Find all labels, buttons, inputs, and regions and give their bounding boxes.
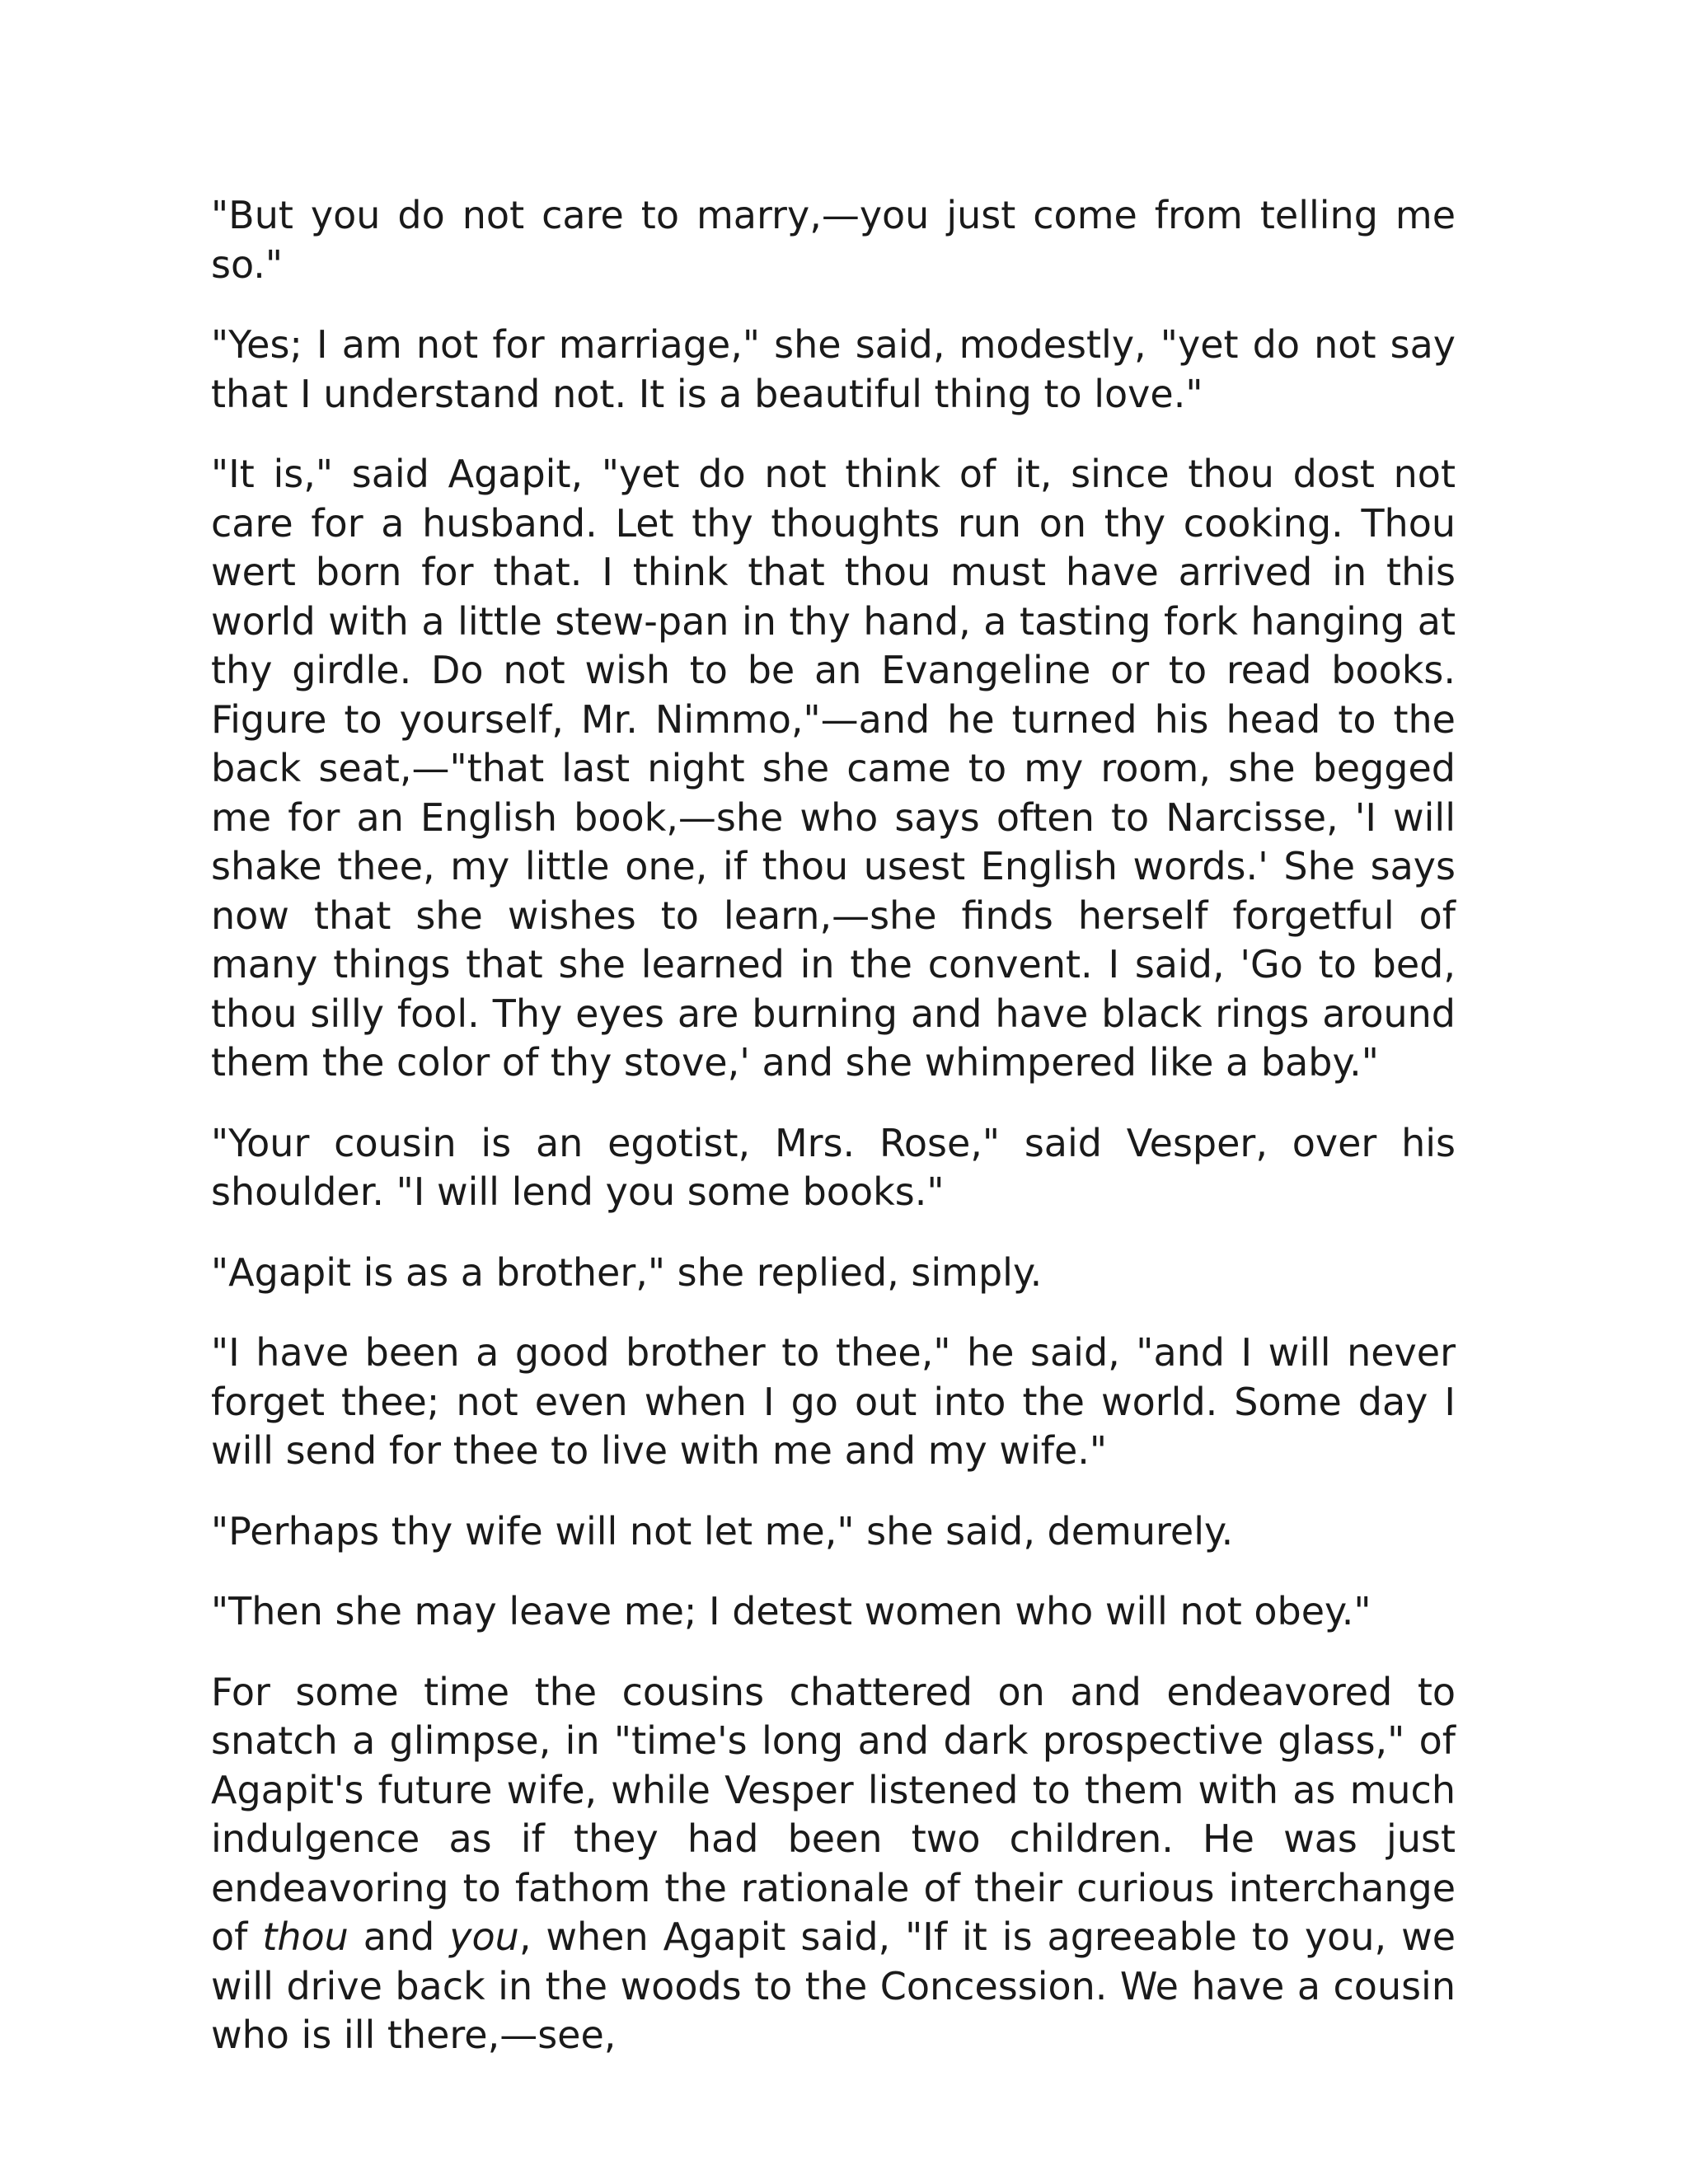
paragraph: "Then she may leave me; I detest women who will not obey." — [211, 1589, 1372, 1633]
text-run: For some time the cousins chattered on and endeavored to snatch a glimpse, in "time's long and dark prospective glass," of Agapit's future wife, while Vesper listened to them with as much indulgence as if they had been two children. He was just endeavoring to fathom the rationale of their curious interchange of — [211, 1669, 1456, 1959]
paragraph: "But you do not care to marry,—you just come from telling me so." — [211, 193, 1456, 287]
text-run: and — [348, 1915, 450, 1959]
document-page — [211, 191, 1456, 2060]
paragraph: "Perhaps thy wife will not let me," she said, demurely. — [211, 1508, 1234, 1554]
italic-word-you: you — [449, 1915, 519, 1959]
paragraph: "Your cousin is an egotist, Mrs. Rose," said Vesper, over his shoulder. "I will lend you some books." — [211, 1120, 1456, 1214]
paragraph: "It is," said Agapit, "yet do not think of it, since thou dost not care for a husband. Let thy thoughts run on thy cooking. Thou wert born for that. I think that thou must have arrived in this world with a little stew-pan in thy hand, a tasting fork hanging at thy girdle. Do not wish to be an Evangeline or to read books. Figure to yourself, Mr. Nimmo,"—and he turned his head to the back seat,—"that last night she came to my room, she begged me for an English book,—she who says often to Narcisse, 'I will shake thee, my little one, if thou usest English words.' She says now that she wishes to learn,—she finds herself forgetful of many things that she learned in the convent. I said, 'Go to bed, thou silly fool. Thy eyes are burning and have black rings around them the color of thy stove,' and she whimpered like a baby." — [211, 452, 1456, 1085]
italic-word-thou: thou — [262, 1915, 349, 1959]
paragraph: "I have been a good brother to thee," he said, "and I will never forget thee; not even when I go out into the world. Some day I will send for thee to live with me and my wife." — [211, 1330, 1456, 1473]
paragraph: "Yes; I am not for marriage," she said, modestly, "yet do not say that I understand not. It is a beautiful thing to love." — [211, 322, 1456, 416]
paragraph-last — [211, 1668, 1456, 2060]
paragraph: "Agapit is as a brother," she replied, simply. — [211, 1249, 1043, 1295]
text-run: , when Agapit said, "If it is agreeable to you, we will drive back in the woods to the Concession. We have a cousin who is ill there,—see, — [211, 1915, 1456, 2057]
